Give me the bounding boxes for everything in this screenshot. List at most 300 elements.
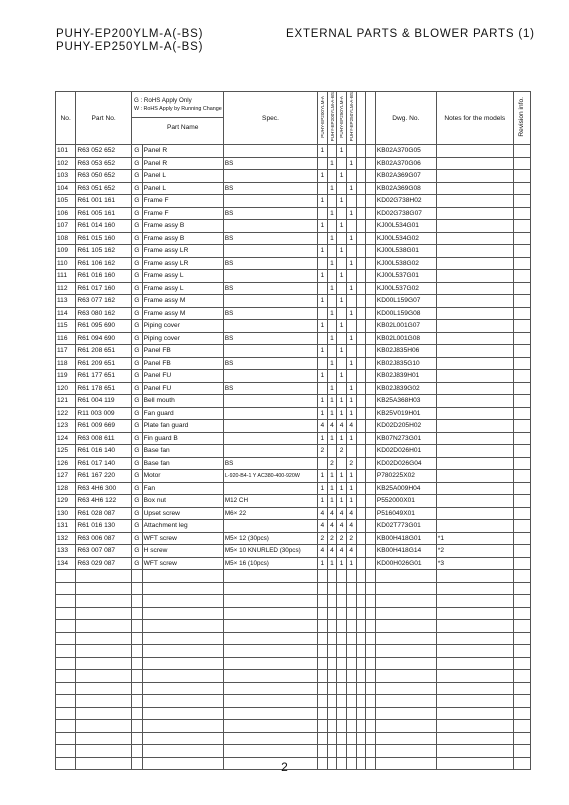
model-line-1: PUHY-EP200YLM-A(-BS) [56, 28, 204, 40]
cell-part-no [76, 607, 132, 620]
table-row [56, 645, 531, 658]
cell-rohs [131, 732, 142, 745]
table-row [56, 632, 531, 645]
cell-part-name: Panel FB [142, 345, 223, 358]
cell-qty-model-4 [346, 720, 356, 733]
cell-spec [223, 170, 317, 183]
cell-qty-model-1: 4 [318, 507, 328, 520]
cell-qty-model-3 [337, 207, 347, 220]
cell-qty-model-2: 4 [327, 420, 337, 433]
cell-qty-model-1: 4 [318, 520, 328, 533]
cell-notes [436, 482, 513, 495]
cell-part-no [76, 632, 132, 645]
model-line-2: PUHY-EP250YLM-A(-BS) [56, 41, 204, 53]
cell-part-name: Fan guard [142, 407, 223, 420]
cell-qty-model-2: 1 [327, 482, 337, 495]
cell-dwg-no: KD02D205H02 [375, 420, 436, 433]
cell-notes [436, 495, 513, 508]
cell-qty-model-4: 1 [346, 182, 356, 195]
cell-spec [223, 482, 317, 495]
cell-notes [436, 295, 513, 308]
cell-qty-model-3 [337, 232, 347, 245]
cell-qty-model-1: 1 [318, 432, 328, 445]
cell-qty-model-4: 1 [346, 207, 356, 220]
cell-revision [513, 345, 530, 358]
cell-qty-model-3: 1 [337, 270, 347, 283]
cell-spec: BS [223, 332, 317, 345]
cell-no: 102 [56, 157, 76, 170]
cell-part-name: Base fan [142, 457, 223, 470]
cell-qty-model-1 [318, 657, 328, 670]
cell-spec: L-920-B4-1 Y AC380-400-920W [223, 470, 317, 483]
cell-part-name: Panel R [142, 157, 223, 170]
cell-spec: BS [223, 457, 317, 470]
cell-no: 117 [56, 345, 76, 358]
cell-no [56, 620, 76, 633]
cell-empty-2 [366, 170, 376, 183]
cell-qty-model-1 [318, 182, 328, 195]
cell-notes [436, 232, 513, 245]
cell-empty-2 [366, 507, 376, 520]
cell-rohs: G [131, 157, 142, 170]
cell-notes [436, 670, 513, 683]
cell-empty-2 [366, 345, 376, 358]
cell-revision [513, 520, 530, 533]
cell-qty-model-4: 1 [346, 482, 356, 495]
cell-part-name [142, 695, 223, 708]
cell-notes [436, 195, 513, 208]
cell-empty-1 [356, 370, 366, 383]
cell-spec [223, 595, 317, 608]
cell-part-no [76, 620, 132, 633]
cell-qty-model-3: 1 [337, 170, 347, 183]
cell-part-name [142, 582, 223, 595]
cell-dwg-no [375, 607, 436, 620]
cell-empty-1 [356, 407, 366, 420]
cell-qty-model-3: 4 [337, 507, 347, 520]
cell-notes [436, 607, 513, 620]
cell-part-no: R61 028 087 [76, 507, 132, 520]
table-row [56, 557, 531, 570]
cell-spec [223, 270, 317, 283]
cell-qty-model-2 [327, 245, 337, 258]
cell-qty-model-1: 1 [318, 370, 328, 383]
cell-empty-2 [366, 495, 376, 508]
cell-qty-model-1: 1 [318, 295, 328, 308]
cell-part-name: Frame assy B [142, 232, 223, 245]
cell-dwg-no: KJ00L537G01 [375, 270, 436, 283]
model-3-label: PUHY-EP250YLM-A [339, 96, 345, 138]
cell-no [56, 570, 76, 583]
cell-dwg-no: KJ00L534G02 [375, 232, 436, 245]
cell-part-name: H screw [142, 545, 223, 558]
cell-empty-1 [356, 395, 366, 408]
cell-qty-model-2: 4 [327, 507, 337, 520]
cell-qty-model-2: 2 [327, 532, 337, 545]
cell-rohs: G [131, 307, 142, 320]
cell-dwg-no: KJ00L538G01 [375, 245, 436, 258]
cell-revision [513, 607, 530, 620]
cell-spec [223, 645, 317, 658]
table-row [56, 707, 531, 720]
cell-qty-model-2: 1 [327, 282, 337, 295]
cell-part-name: Frame assy L [142, 282, 223, 295]
cell-qty-model-4 [346, 145, 356, 158]
cell-dwg-no: KB02A370G05 [375, 145, 436, 158]
cell-rohs: G [131, 470, 142, 483]
cell-qty-model-2 [327, 170, 337, 183]
cell-rohs: G [131, 495, 142, 508]
cell-qty-model-4 [346, 345, 356, 358]
cell-qty-model-3: 1 [337, 145, 347, 158]
cell-part-name [142, 720, 223, 733]
cell-qty-model-3 [337, 732, 347, 745]
cell-notes [436, 357, 513, 370]
cell-spec [223, 345, 317, 358]
cell-no [56, 695, 76, 708]
cell-empty-2 [366, 220, 376, 233]
cell-part-no: R63 052 652 [76, 145, 132, 158]
cell-qty-model-3 [337, 307, 347, 320]
model-1-label: PUHY-EP200YLM-A [319, 96, 325, 138]
page-title: EXTERNAL PARTS & BLOWER PARTS (1) [286, 28, 535, 40]
cell-qty-model-2 [327, 732, 337, 745]
model-4-label: PUHY-EP250YLM-A-BS [348, 92, 354, 142]
table-row [56, 295, 531, 308]
cell-empty-1 [356, 220, 366, 233]
cell-qty-model-2 [327, 370, 337, 383]
cell-spec: M12 CH [223, 495, 317, 508]
cell-empty-2 [366, 595, 376, 608]
cell-no: 109 [56, 245, 76, 258]
cell-part-no: R61 105 162 [76, 245, 132, 258]
cell-part-no: R63 008 611 [76, 432, 132, 445]
cell-rohs: G [131, 370, 142, 383]
cell-qty-model-4 [346, 645, 356, 658]
cell-empty-1 [356, 532, 366, 545]
cell-empty-2 [366, 657, 376, 670]
cell-part-name [142, 570, 223, 583]
cell-revision [513, 370, 530, 383]
cell-no: 129 [56, 495, 76, 508]
cell-empty-1 [356, 732, 366, 745]
cell-qty-model-3: 1 [337, 432, 347, 445]
cell-part-no: R61 209 651 [76, 357, 132, 370]
cell-spec: M5× 10 KNURLED (30pcs) [223, 545, 317, 558]
cell-rohs [131, 632, 142, 645]
cell-qty-model-2 [327, 720, 337, 733]
cell-spec [223, 220, 317, 233]
table-row [56, 145, 531, 158]
rohs-g-legend: G : RoHS Apply Only [133, 97, 192, 104]
cell-spec [223, 657, 317, 670]
cell-qty-model-3: 1 [337, 245, 347, 258]
cell-qty-model-3: 1 [337, 495, 347, 508]
cell-rohs: G [131, 320, 142, 333]
cell-qty-model-1 [318, 157, 328, 170]
col-spec: Spec. [223, 92, 317, 145]
cell-spec [223, 695, 317, 708]
cell-part-no [76, 682, 132, 695]
cell-no [56, 720, 76, 733]
cell-rohs: G [131, 220, 142, 233]
cell-dwg-no [375, 657, 436, 670]
cell-revision [513, 257, 530, 270]
cell-no: 128 [56, 482, 76, 495]
cell-qty-model-3: 4 [337, 420, 347, 433]
cell-rohs: G [131, 432, 142, 445]
cell-empty-2 [366, 532, 376, 545]
cell-qty-model-3: 1 [337, 482, 347, 495]
cell-notes [436, 595, 513, 608]
cell-notes [436, 695, 513, 708]
table-row [56, 445, 531, 458]
cell-notes [436, 320, 513, 333]
cell-empty-1 [356, 232, 366, 245]
cell-rohs: G [131, 532, 142, 545]
cell-rohs [131, 645, 142, 658]
cell-no [56, 745, 76, 758]
cell-revision [513, 532, 530, 545]
cell-no: 123 [56, 420, 76, 433]
cell-part-no [76, 645, 132, 658]
cell-empty-1 [356, 720, 366, 733]
cell-notes [436, 632, 513, 645]
cell-empty-1 [356, 645, 366, 658]
cell-empty-1 [356, 182, 366, 195]
cell-revision [513, 295, 530, 308]
cell-no: 113 [56, 295, 76, 308]
cell-qty-model-4: 1 [346, 307, 356, 320]
cell-no [56, 632, 76, 645]
cell-revision [513, 720, 530, 733]
cell-empty-2 [366, 695, 376, 708]
cell-qty-model-1: 1 [318, 482, 328, 495]
cell-qty-model-3: 1 [337, 345, 347, 358]
cell-dwg-no [375, 695, 436, 708]
cell-rohs: G [131, 207, 142, 220]
cell-qty-model-1: 1 [318, 270, 328, 283]
cell-part-name: Panel FB [142, 357, 223, 370]
cell-spec [223, 320, 317, 333]
cell-empty-2 [366, 420, 376, 433]
cell-no [56, 595, 76, 608]
cell-no: 122 [56, 407, 76, 420]
cell-empty-2 [366, 182, 376, 195]
cell-spec: M5× 12 (30pcs) [223, 532, 317, 545]
cell-qty-model-1 [318, 382, 328, 395]
cell-rohs: G [131, 395, 142, 408]
cell-empty-1 [356, 382, 366, 395]
cell-dwg-no [375, 582, 436, 595]
table-row [56, 157, 531, 170]
cell-part-name [142, 732, 223, 745]
cell-qty-model-2: 1 [327, 470, 337, 483]
col-part-name-group [131, 92, 223, 145]
cell-rohs [131, 695, 142, 708]
cell-qty-model-2 [327, 695, 337, 708]
table-row [56, 620, 531, 633]
cell-notes [436, 407, 513, 420]
cell-empty-1 [356, 207, 366, 220]
cell-no: 106 [56, 207, 76, 220]
cell-spec: BS [223, 232, 317, 245]
cell-qty-model-3: 1 [337, 407, 347, 420]
cell-part-name: Attachment leg [142, 520, 223, 533]
cell-empty-2 [366, 607, 376, 620]
cell-part-no: R61 015 160 [76, 232, 132, 245]
cell-revision [513, 657, 530, 670]
cell-part-no: R61 017 140 [76, 457, 132, 470]
cell-qty-model-4: 1 [346, 495, 356, 508]
cell-spec [223, 445, 317, 458]
col-model-3 [337, 92, 347, 145]
table-row [56, 357, 531, 370]
cell-part-no: R63 077 162 [76, 295, 132, 308]
cell-notes [436, 507, 513, 520]
cell-qty-model-3 [337, 257, 347, 270]
cell-qty-model-1 [318, 732, 328, 745]
cell-qty-model-1 [318, 607, 328, 620]
cell-spec [223, 370, 317, 383]
cell-qty-model-1: 4 [318, 420, 328, 433]
cell-spec [223, 607, 317, 620]
cell-part-no: R61 178 651 [76, 382, 132, 395]
cell-part-no [76, 745, 132, 758]
cell-spec [223, 295, 317, 308]
cell-dwg-no: KD02G738G07 [375, 207, 436, 220]
model-names [56, 28, 203, 54]
table-row [56, 607, 531, 620]
table-row [56, 495, 531, 508]
cell-no: 133 [56, 545, 76, 558]
cell-empty-1 [356, 157, 366, 170]
cell-qty-model-2: 1 [327, 432, 337, 445]
cell-part-no: R63 029 087 [76, 557, 132, 570]
cell-revision [513, 245, 530, 258]
cell-revision [513, 620, 530, 633]
table-row [56, 482, 531, 495]
cell-spec [223, 745, 317, 758]
table-row [56, 532, 531, 545]
cell-revision [513, 445, 530, 458]
cell-part-name: Upset screw [142, 507, 223, 520]
cell-part-no [76, 670, 132, 683]
cell-spec [223, 620, 317, 633]
cell-qty-model-2: 4 [327, 520, 337, 533]
table-row [56, 257, 531, 270]
cell-qty-model-4: 1 [346, 382, 356, 395]
cell-part-name: Base fan [142, 445, 223, 458]
cell-dwg-no: P552000X01 [375, 495, 436, 508]
cell-notes: *1 [436, 532, 513, 545]
cell-empty-2 [366, 282, 376, 295]
cell-revision [513, 470, 530, 483]
cell-spec: M5× 16 (10pcs) [223, 557, 317, 570]
cell-spec [223, 432, 317, 445]
cell-no [56, 582, 76, 595]
cell-part-name [142, 657, 223, 670]
cell-part-name: WFT screw [142, 557, 223, 570]
cell-qty-model-1 [318, 357, 328, 370]
cell-notes [436, 182, 513, 195]
cell-dwg-no: KD02D026H01 [375, 445, 436, 458]
cell-qty-model-2 [327, 445, 337, 458]
cell-no [56, 682, 76, 695]
cell-spec [223, 245, 317, 258]
cell-qty-model-3 [337, 670, 347, 683]
cell-spec [223, 582, 317, 595]
cell-spec [223, 145, 317, 158]
cell-empty-1 [356, 670, 366, 683]
cell-qty-model-4: 1 [346, 332, 356, 345]
cell-qty-model-4 [346, 445, 356, 458]
cell-qty-model-2 [327, 295, 337, 308]
cell-dwg-no: KJ00L534G01 [375, 220, 436, 233]
table-row [56, 345, 531, 358]
cell-qty-model-1 [318, 645, 328, 658]
cell-notes [436, 270, 513, 283]
table-row [56, 570, 531, 583]
cell-qty-model-1: 1 [318, 195, 328, 208]
cell-part-no: R63 007 087 [76, 545, 132, 558]
cell-empty-2 [366, 195, 376, 208]
cell-empty-1 [356, 582, 366, 595]
cell-revision [513, 707, 530, 720]
cell-no [56, 732, 76, 745]
cell-empty-2 [366, 332, 376, 345]
cell-notes [436, 420, 513, 433]
cell-spec [223, 732, 317, 745]
cell-rohs: G [131, 295, 142, 308]
cell-part-no: R61 004 119 [76, 395, 132, 408]
cell-part-no: R61 017 160 [76, 282, 132, 295]
cell-part-no: R61 106 162 [76, 257, 132, 270]
cell-rohs: G [131, 520, 142, 533]
cell-dwg-no [375, 707, 436, 720]
cell-qty-model-2 [327, 145, 337, 158]
cell-qty-model-2 [327, 632, 337, 645]
cell-empty-2 [366, 682, 376, 695]
cell-no: 121 [56, 395, 76, 408]
cell-qty-model-3: 1 [337, 195, 347, 208]
cell-part-name: Fan [142, 482, 223, 495]
cell-no: 126 [56, 457, 76, 470]
cell-dwg-no [375, 670, 436, 683]
cell-part-name: Plate fan guard [142, 420, 223, 433]
cell-revision [513, 320, 530, 333]
cell-spec [223, 570, 317, 583]
cell-part-no: R61 016 140 [76, 445, 132, 458]
cell-qty-model-4: 2 [346, 532, 356, 545]
cell-dwg-no: KB07N273G01 [375, 432, 436, 445]
cell-dwg-no: KB00H418G14 [375, 545, 436, 558]
cell-revision [513, 557, 530, 570]
cell-qty-model-3: 1 [337, 295, 347, 308]
cell-qty-model-3 [337, 695, 347, 708]
cell-qty-model-2 [327, 670, 337, 683]
cell-empty-2 [366, 570, 376, 583]
cell-part-name: Panel FU [142, 382, 223, 395]
cell-notes: *3 [436, 557, 513, 570]
cell-part-no: R61 005 161 [76, 207, 132, 220]
table-row [56, 432, 531, 445]
cell-notes [436, 620, 513, 633]
cell-empty-1 [356, 145, 366, 158]
cell-qty-model-1: 1 [318, 245, 328, 258]
cell-empty-2 [366, 670, 376, 683]
page-number: 2 [281, 760, 288, 774]
